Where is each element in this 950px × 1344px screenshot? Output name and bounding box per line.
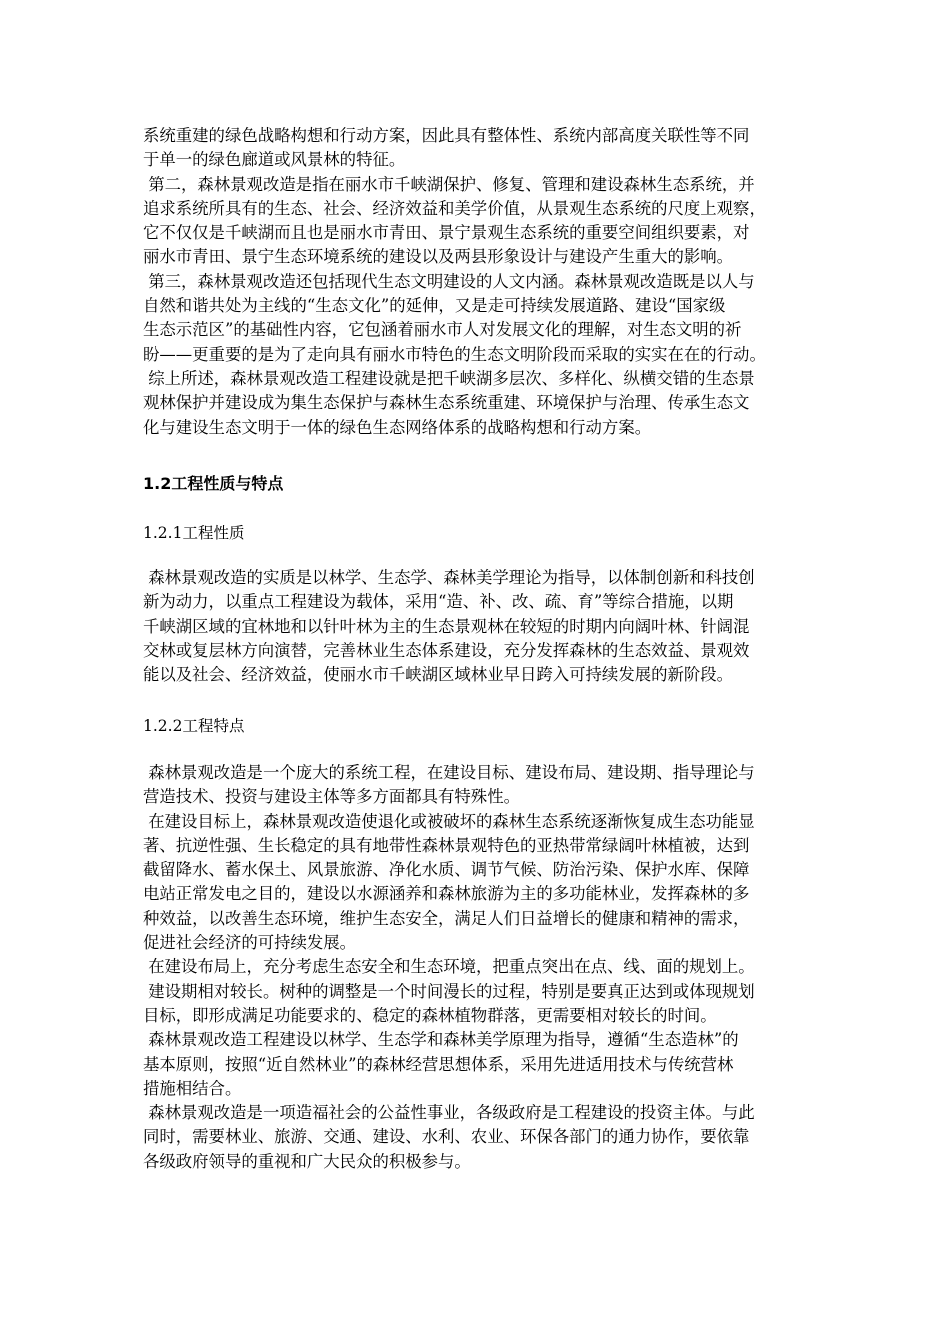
section-heading-1-2: 1.2工程性质与特点 [143, 474, 284, 493]
paragraph-block-2 [143, 566, 755, 687]
text-line: 于单一的绿色廊道或风景林的特征。 [143, 150, 406, 170]
text-line: 第二，森林景观改造是指在丽水市千峡湖保护、修复、管理和建设森林生态系统，并 [143, 174, 755, 194]
paragraph-block-3 [143, 761, 755, 1174]
text-line: 截留降水、蓄水保土、风景旅游、净化水质、调节气候、防治污染、保护水库、保障 [143, 860, 750, 880]
text-line: 基本原则，按照“近自然林业”的森林经营思想体系，采用先进适用技术与传统营林 [143, 1054, 734, 1074]
text-line: 系统重建的绿色战略构想和行动方案，因此具有整体性、系统内部高度关联性等不同 [143, 126, 750, 145]
text-line: 新为动力，以重点工程建设为载体，采用“造、补、改、疏、育”等综合措施，以期 [143, 592, 734, 612]
text-line: 森林景观改造工程建设以林学、生态学和森林美学原理为指导，遵循“生态造林”的 [143, 1030, 739, 1050]
text-line: 千峡湖区域的宜林地和以针叶林为主的生态景观林在较短的时期内向阔叶林、针阔混 [143, 616, 750, 636]
text-line: 盼——更重要的是为了走向具有丽水市特色的生态文明阶段而采取的实实在在的行动。 [143, 344, 766, 364]
text-line: 森林景观改造是一项造福社会的公益性事业，各级政府是工程建设的投资主体。与此 [143, 1103, 755, 1123]
text-line: 观林保护并建设成为集生态保护与森林生态系统重建、环境保护与治理、传承生态文 [143, 393, 750, 413]
text-line: 第三，森林景观改造还包括现代生态文明建设的人文内涵。森林景观改造既是以人与 [143, 271, 755, 291]
text-line: 目标，即形成满足功能要求的、稳定的森林植物群落，更需要相对较长的时间。 [143, 1005, 717, 1025]
text-line: 能以及社会、经济效益，使丽水市千峡湖区域林业早日跨入可持续发展的新阶段。 [143, 665, 734, 685]
text-line: 种效益，以改善生态环境，维护生态安全，满足人们日益增长的健康和精神的需求， [143, 908, 750, 928]
text-line: 生态示范区”的基础性内容，它包涵着丽水市人对发展文化的理解，对生态文明的祈 [143, 320, 742, 340]
subsection-heading-1-2-1: 1.2.1工程性质 [143, 524, 245, 542]
text-line: 促进社会经济的可持续发展。 [143, 933, 357, 953]
text-line: 自然和谐共处为主线的“生态文化”的延伸，又是走可持续发展道路、建设“国家级 [143, 296, 726, 316]
text-line: 各级政府领导的重视和广大民众的积极参与。 [143, 1151, 471, 1171]
text-line: 措施相结合。 [143, 1078, 242, 1098]
text-line: 建设期相对较长。树种的调整是一个时间漫长的过程，特别是要真正达到或体现规划 [143, 981, 755, 1001]
text-line: 化与建设生态文明于一体的绿色生态网络体系的战略构想和行动方案。 [143, 417, 652, 437]
paragraph-block-1 [143, 124, 766, 440]
text-line: 在建设目标上，森林景观改造使退化或被破坏的森林生态系统逐渐恢复成生态功能显 [143, 811, 755, 831]
text-line: 在建设布局上，充分考虑生态安全和生态环境，把重点突出在点、线、面的规划上。 [143, 957, 755, 977]
text-line: 追求系统所具有的生态、社会、经济效益和美学价值，从景观生态系统的尺度上观察， [143, 198, 766, 218]
text-line: 综上所述，森林景观改造工程建设就是把千峡湖多层次、多样化、纵横交错的生态景 [143, 368, 755, 388]
text-line: 著、抗逆性强、生长稳定的具有地带性森林景观特色的亚热带常绿阔叶林植被，达到 [143, 835, 750, 855]
subsection-heading-1-2-2: 1.2.2工程特点 [143, 717, 245, 735]
text-line: 同时，需要林业、旅游、交通、建设、水利、农业、环保各部门的通力协作，要依靠 [143, 1127, 750, 1147]
text-line: 交林或复层林方向演替，完善林业生态体系建设，充分发挥森林的生态效益、景观效 [143, 640, 750, 660]
text-line: 它不仅仅是千峡湖而且也是丽水市青田、景宁景观生态系统的重要空间组织要素，对 [143, 223, 750, 243]
text-line: 森林景观改造是一个庞大的系统工程，在建设目标、建设布局、建设期、指导理论与 [143, 763, 755, 782]
text-line: 电站正常发电之目的，建设以水源涵养和森林旅游为主的多功能林业，发挥森林的多 [143, 884, 750, 904]
text-line: 丽水市青田、景宁生态环境系统的建设以及两县形象设计与建设产生重大的影响。 [143, 247, 734, 267]
text-line: 营造技术、投资与建设主体等多方面都具有特殊性。 [143, 787, 520, 807]
text-line: 森林景观改造的实质是以林学、生态学、森林美学理论为指导，以体制创新和科技创 [143, 568, 755, 587]
